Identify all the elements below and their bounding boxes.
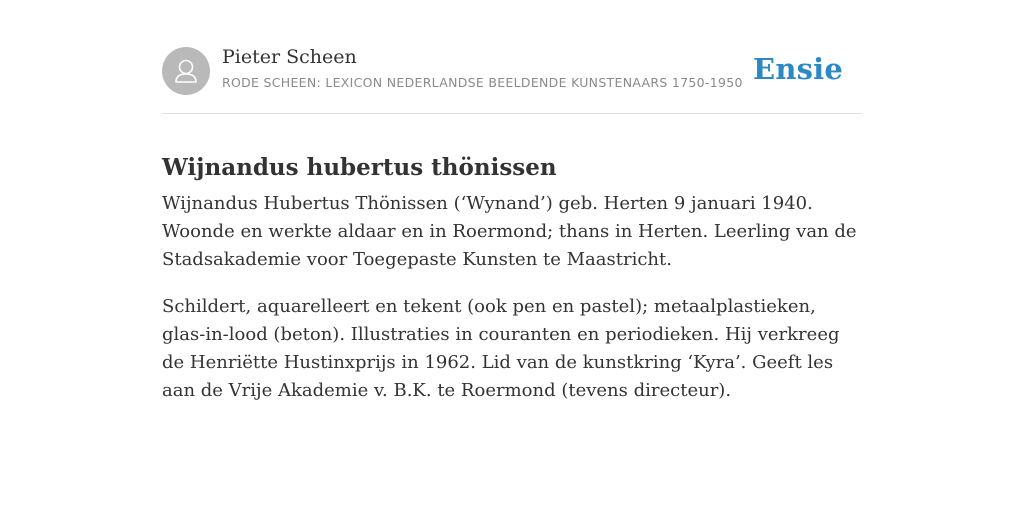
source-label: RODE SCHEEN: LEXICON NEDERLANDSE BEELDENDE KUNSTENAARS 1750-1950 [222,75,743,90]
brand-logo[interactable]: Ensie [753,52,843,86]
paragraph: Wijnandus Hubertus Thönissen (‘Wynand’) geb. Herten 9 januari 1940. Woonde en werkte aldaar en in Roermond; thans in Herten. Leerling van de Stadsakademie voor Toegepaste Kunsten te Maastricht. [162,193,857,270]
page-title: Wijnandus hubertus thönissen [162,154,557,182]
article-body [162,190,862,424]
paragraph: Schildert, aquarelleert en tekent (ook pen en pastel); metaalplastieken, glas-in-lood (beton). Illustraties in couranten en periodieken. Hij verkreeg de Henriëtte Hustinxprijs in 1962. Lid van de kunstkring ‘Kyra’. Geeft les aan de Vrije Akademie v. B.K. te Roermond (tevens directeur). [162,296,840,401]
avatar[interactable] [162,47,210,95]
article-card [162,0,862,401]
article-header [162,0,862,114]
user-silhouette-icon [162,47,210,95]
author-name[interactable]: Pieter Scheen [222,46,357,68]
